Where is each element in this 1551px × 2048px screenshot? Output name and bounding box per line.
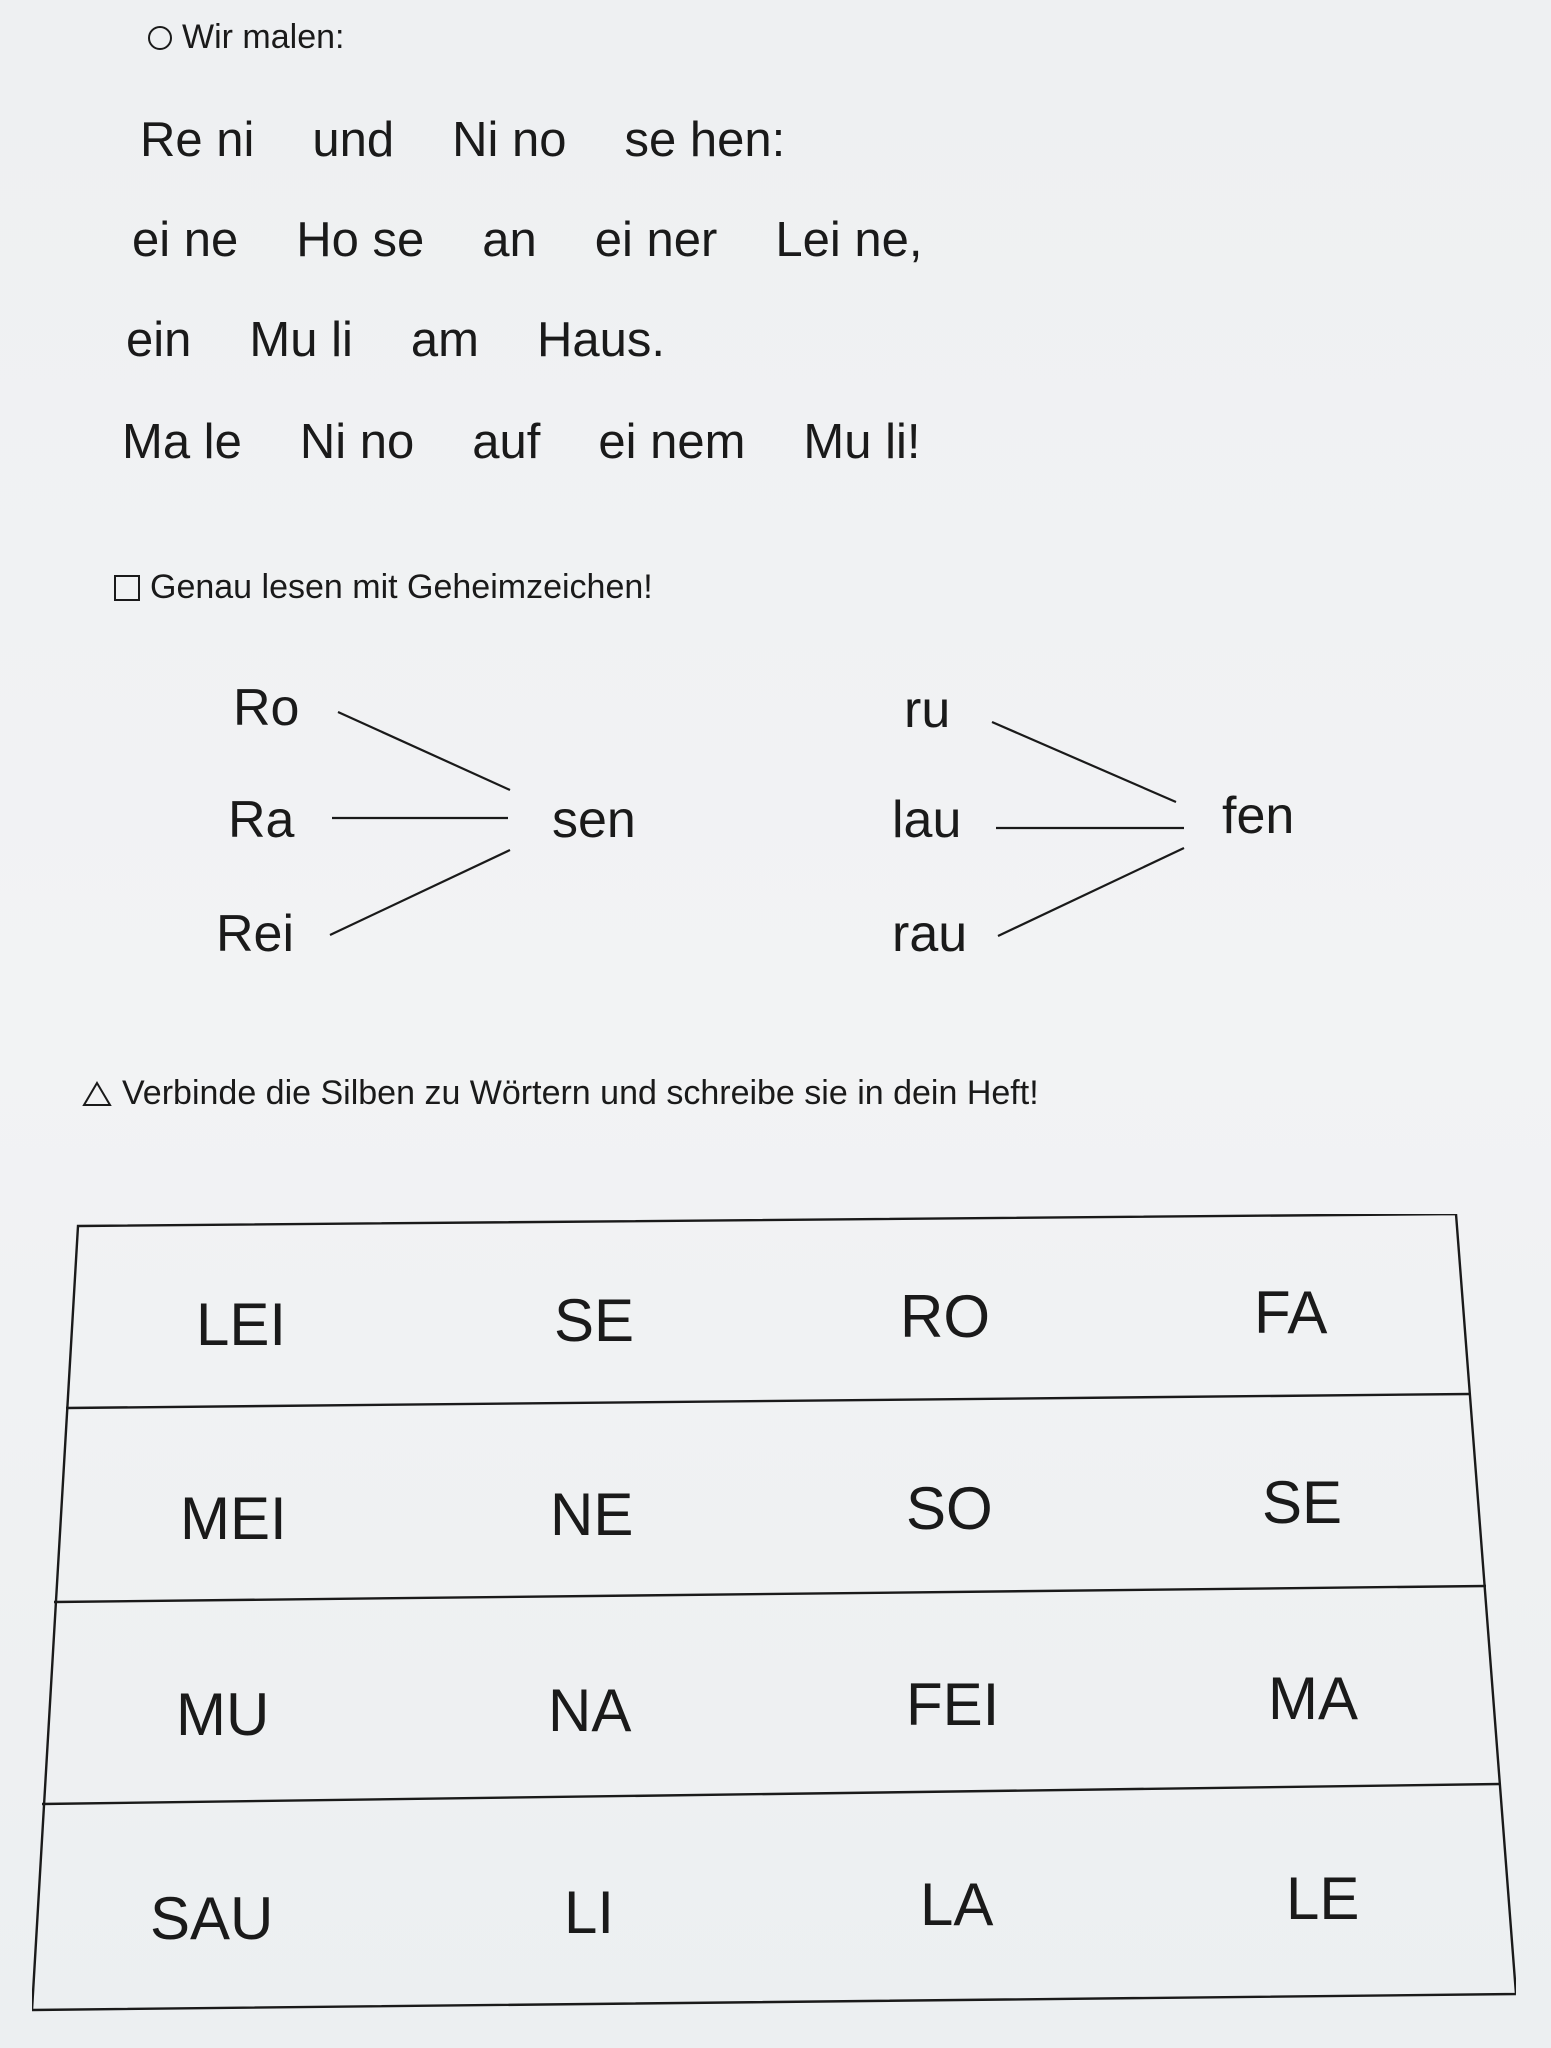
sentence-line-4 [122, 414, 921, 470]
syllable-rei: Rei [216, 905, 295, 963]
word: ei ner [594, 213, 718, 267]
table-cell: SAU [150, 1885, 274, 1952]
square-icon [114, 575, 140, 601]
word: Mu li! [803, 415, 921, 469]
word: Ho se [296, 213, 425, 267]
row-divider-2 [54, 1586, 1486, 1602]
table-cell: MA [1268, 1665, 1358, 1732]
table-cell: LI [564, 1879, 615, 1946]
word: Ni no [452, 113, 567, 167]
section-heading-wir-malen [148, 18, 344, 57]
table-cell: NE [550, 1481, 634, 1548]
sentence-line-2 [132, 212, 923, 268]
word: Haus. [536, 313, 665, 367]
table-cell: MEI [180, 1485, 287, 1552]
syllable-ru: ru [904, 681, 951, 739]
table-cell: MU [176, 1681, 270, 1748]
row-divider-3 [42, 1784, 1500, 1804]
row-divider-1 [66, 1394, 1470, 1408]
syllable-rau: rau [892, 905, 968, 963]
word: se hen: [624, 113, 786, 167]
table-cell: NA [548, 1677, 632, 1744]
word: Ma le [122, 415, 242, 469]
table-cell: RO [900, 1283, 990, 1350]
syllable-ro: Ro [233, 679, 300, 737]
heading-text: Genau lesen mit Geheimzeichen! [150, 568, 653, 606]
word: Mu li [249, 313, 353, 367]
section-heading-verbinde [82, 1074, 1039, 1113]
connector-rau-fen [998, 848, 1184, 936]
table-cell: LEI [196, 1291, 287, 1358]
heading-text: Wir malen: [182, 18, 345, 56]
word: an [482, 213, 537, 267]
table-cell: FEI [906, 1671, 1000, 1738]
syllable-ra: Ra [228, 791, 295, 849]
connector-ru-fen [992, 722, 1176, 802]
word: ein [126, 313, 192, 367]
word: ei ne [132, 213, 239, 267]
section-heading-geheimzeichen [114, 568, 653, 607]
sentence-line-1 [140, 112, 785, 168]
word: Re ni [140, 113, 255, 167]
word: ei nem [598, 415, 746, 469]
table-cell: SE [554, 1287, 635, 1354]
table-cell: SE [1262, 1469, 1343, 1536]
syllable-table [32, 1214, 1516, 2012]
table-cell: FA [1254, 1279, 1328, 1346]
circle-icon [148, 26, 172, 50]
syllable-fen: fen [1222, 787, 1295, 845]
connector-rei-sen [330, 850, 510, 935]
table-cell: LE [1286, 1865, 1360, 1932]
syllable-sen: sen [552, 791, 636, 849]
word: auf [472, 415, 541, 469]
table-cell: SO [906, 1475, 993, 1542]
word: am [410, 313, 479, 367]
heading-text: Verbinde die Silben zu Wörtern und schreibe sie in dein Heft! [122, 1074, 1039, 1112]
connector-ro-sen [338, 712, 510, 790]
syllable-lau: lau [892, 791, 962, 849]
sentence-line-3 [126, 312, 665, 368]
word: und [312, 113, 395, 167]
word: Ni no [299, 415, 415, 469]
word: Lei ne, [775, 213, 923, 267]
triangle-icon [82, 1081, 112, 1107]
table-cell: LA [920, 1871, 994, 1938]
